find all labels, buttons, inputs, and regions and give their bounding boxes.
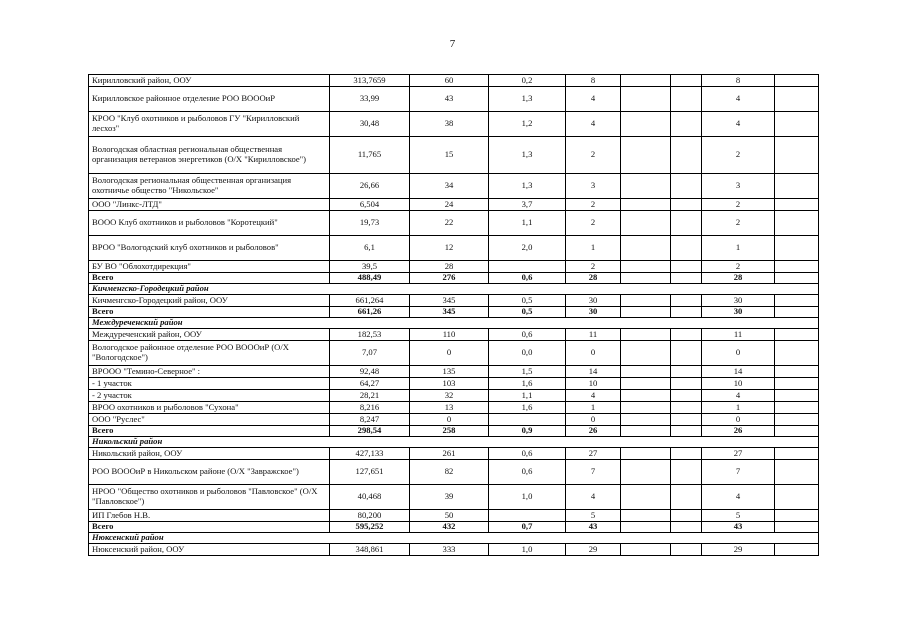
organization-name-cell: ВООО Клуб охотников и рыболовов "Коротецкий": [89, 211, 330, 236]
organization-name-cell: Вологодская региональная общественная организация охотничье общество "Никольское": [89, 174, 330, 199]
value-cell-c7: 2: [702, 199, 775, 211]
value-cell-c2: 345: [410, 295, 489, 307]
value-cell-c5: [621, 261, 671, 273]
organization-name-cell: Всего: [89, 522, 330, 533]
value-cell-c4: 1: [566, 236, 621, 261]
value-cell-c8: [775, 414, 819, 426]
value-cell-c2: 103: [410, 378, 489, 390]
section-header-row: [89, 318, 819, 329]
value-cell-c3: 0,2: [489, 75, 566, 87]
value-cell-c6: [671, 390, 702, 402]
value-cell-c1: 595,252: [330, 522, 410, 533]
value-cell-c5: [621, 414, 671, 426]
value-cell-c2: 24: [410, 199, 489, 211]
value-cell-c4: 43: [566, 522, 621, 533]
value-cell-c8: [775, 75, 819, 87]
value-cell-c7: 27: [702, 448, 775, 460]
value-cell-c3: 1,1: [489, 211, 566, 236]
section-title: Междуреченский район: [89, 318, 819, 329]
value-cell-c2: 38: [410, 112, 489, 137]
value-cell-c5: [621, 402, 671, 414]
value-cell-c3: [489, 510, 566, 522]
value-cell-c4: 14: [566, 366, 621, 378]
value-cell-c6: [671, 426, 702, 437]
value-cell-c6: [671, 414, 702, 426]
value-cell-c7: 1: [702, 236, 775, 261]
value-cell-c2: 276: [410, 273, 489, 284]
page-number: 7: [449, 38, 456, 50]
value-cell-c1: 313,7659: [330, 75, 410, 87]
value-cell-c2: 432: [410, 522, 489, 533]
value-cell-c6: [671, 236, 702, 261]
value-cell-c6: [671, 378, 702, 390]
value-cell-c3: 0,6: [489, 448, 566, 460]
value-cell-c2: 82: [410, 460, 489, 485]
value-cell-c2: 28: [410, 261, 489, 273]
hunting-quota-table: [88, 74, 819, 556]
value-cell-c1: 11,765: [330, 137, 410, 174]
value-cell-c8: [775, 402, 819, 414]
value-cell-c7: 29: [702, 544, 775, 556]
section-title: Кичменгско-Городецкий район: [89, 284, 819, 295]
value-cell-c6: [671, 341, 702, 366]
value-cell-c6: [671, 87, 702, 112]
value-cell-c4: 4: [566, 485, 621, 510]
value-cell-c3: 1,3: [489, 174, 566, 199]
value-cell-c4: 4: [566, 390, 621, 402]
value-cell-c6: [671, 307, 702, 318]
organization-name-cell: Междуреченский район, ООУ: [89, 329, 330, 341]
value-cell-c1: 39,5: [330, 261, 410, 273]
table-row: [89, 402, 819, 414]
table-row: [89, 329, 819, 341]
organization-name-cell: Нюксенский район, ООУ: [89, 544, 330, 556]
value-cell-c6: [671, 485, 702, 510]
organization-name-cell: ООО "Руслес": [89, 414, 330, 426]
value-cell-c7: 10: [702, 378, 775, 390]
value-cell-c1: 6,504: [330, 199, 410, 211]
value-cell-c8: [775, 448, 819, 460]
value-cell-c8: [775, 87, 819, 112]
value-cell-c8: [775, 199, 819, 211]
value-cell-c1: 64,27: [330, 378, 410, 390]
value-cell-c6: [671, 199, 702, 211]
table-row: [89, 510, 819, 522]
value-cell-c7: 3: [702, 174, 775, 199]
value-cell-c1: 127,651: [330, 460, 410, 485]
table-row: [89, 261, 819, 273]
value-cell-c1: 427,133: [330, 448, 410, 460]
value-cell-c7: 2: [702, 137, 775, 174]
value-cell-c5: [621, 544, 671, 556]
value-cell-c6: [671, 544, 702, 556]
value-cell-c5: [621, 448, 671, 460]
table-row: [89, 112, 819, 137]
value-cell-c4: 5: [566, 510, 621, 522]
value-cell-c1: 26,66: [330, 174, 410, 199]
value-cell-c5: [621, 75, 671, 87]
value-cell-c7: 0: [702, 341, 775, 366]
value-cell-c2: 13: [410, 402, 489, 414]
value-cell-c4: 27: [566, 448, 621, 460]
value-cell-c7: 14: [702, 366, 775, 378]
value-cell-c6: [671, 522, 702, 533]
value-cell-c4: 8: [566, 75, 621, 87]
value-cell-c7: 4: [702, 112, 775, 137]
value-cell-c8: [775, 378, 819, 390]
value-cell-c2: 261: [410, 448, 489, 460]
section-header-row: [89, 533, 819, 544]
table-row: [89, 75, 819, 87]
value-cell-c3: 0,5: [489, 307, 566, 318]
value-cell-c5: [621, 510, 671, 522]
value-cell-c2: 22: [410, 211, 489, 236]
value-cell-c8: [775, 137, 819, 174]
value-cell-c3: [489, 414, 566, 426]
organization-name-cell: - 2 участок: [89, 390, 330, 402]
value-cell-c5: [621, 460, 671, 485]
value-cell-c1: 488,49: [330, 273, 410, 284]
value-cell-c4: 11: [566, 329, 621, 341]
section-header-row: [89, 437, 819, 448]
value-cell-c3: 1,6: [489, 402, 566, 414]
value-cell-c3: 0,6: [489, 460, 566, 485]
value-cell-c4: 30: [566, 307, 621, 318]
value-cell-c5: [621, 174, 671, 199]
value-cell-c8: [775, 211, 819, 236]
value-cell-c5: [621, 137, 671, 174]
organization-name-cell: Кирилловский район, ООУ: [89, 75, 330, 87]
value-cell-c4: 30: [566, 295, 621, 307]
value-cell-c5: [621, 426, 671, 437]
value-cell-c5: [621, 307, 671, 318]
table-row: [89, 485, 819, 510]
value-cell-c3: 1,2: [489, 112, 566, 137]
value-cell-c7: 30: [702, 307, 775, 318]
value-cell-c7: 8: [702, 75, 775, 87]
organization-name-cell: ИП Глебов Н.В.: [89, 510, 330, 522]
value-cell-c1: 28,21: [330, 390, 410, 402]
value-cell-c8: [775, 307, 819, 318]
value-cell-c2: 110: [410, 329, 489, 341]
value-cell-c5: [621, 522, 671, 533]
value-cell-c8: [775, 522, 819, 533]
organization-name-cell: БУ ВО "Облохотдирекция": [89, 261, 330, 273]
table-row: [89, 460, 819, 485]
value-cell-c2: 12: [410, 236, 489, 261]
table-row: [89, 174, 819, 199]
value-cell-c1: 33,99: [330, 87, 410, 112]
value-cell-c2: 15: [410, 137, 489, 174]
value-cell-c8: [775, 366, 819, 378]
value-cell-c5: [621, 329, 671, 341]
value-cell-c5: [621, 366, 671, 378]
value-cell-c6: [671, 329, 702, 341]
value-cell-c8: [775, 236, 819, 261]
organization-name-cell: Вологодская областная региональная общественная организация ветеранов энергетиков (О/Х "Кирилловское"): [89, 137, 330, 174]
value-cell-c4: 28: [566, 273, 621, 284]
value-cell-c6: [671, 112, 702, 137]
value-cell-c7: 1: [702, 402, 775, 414]
section-header-row: [89, 284, 819, 295]
organization-name-cell: - 1 участок: [89, 378, 330, 390]
value-cell-c6: [671, 137, 702, 174]
table-row: [89, 137, 819, 174]
total-row: [89, 426, 819, 437]
value-cell-c1: 80,200: [330, 510, 410, 522]
value-cell-c2: 43: [410, 87, 489, 112]
value-cell-c7: 2: [702, 211, 775, 236]
value-cell-c2: 0: [410, 414, 489, 426]
value-cell-c5: [621, 485, 671, 510]
value-cell-c7: 0: [702, 414, 775, 426]
organization-name-cell: ВРОО охотников и рыболовов "Сухона": [89, 402, 330, 414]
value-cell-c6: [671, 402, 702, 414]
value-cell-c4: 4: [566, 112, 621, 137]
table-row: [89, 341, 819, 366]
value-cell-c5: [621, 341, 671, 366]
value-cell-c8: [775, 460, 819, 485]
value-cell-c3: 2,0: [489, 236, 566, 261]
table-row: [89, 211, 819, 236]
total-row: [89, 307, 819, 318]
organization-name-cell: Всего: [89, 307, 330, 318]
value-cell-c7: 30: [702, 295, 775, 307]
value-cell-c3: 0,9: [489, 426, 566, 437]
value-cell-c3: 0,5: [489, 295, 566, 307]
organization-name-cell: Кирилловское районное отделение РОО ВОООиР: [89, 87, 330, 112]
value-cell-c1: 30,48: [330, 112, 410, 137]
value-cell-c4: 29: [566, 544, 621, 556]
table-row: [89, 390, 819, 402]
value-cell-c5: [621, 87, 671, 112]
table-row: [89, 87, 819, 112]
organization-name-cell: НРОО "Общество охотников и рыболовов "Павловское" (О/Х "Павловское"): [89, 485, 330, 510]
value-cell-c1: 92,48: [330, 366, 410, 378]
value-cell-c8: [775, 390, 819, 402]
value-cell-c8: [775, 544, 819, 556]
value-cell-c4: 2: [566, 199, 621, 211]
value-cell-c1: 40,468: [330, 485, 410, 510]
value-cell-c3: 0,7: [489, 522, 566, 533]
value-cell-c8: [775, 295, 819, 307]
value-cell-c2: 50: [410, 510, 489, 522]
value-cell-c3: 1,0: [489, 485, 566, 510]
value-cell-c4: 2: [566, 261, 621, 273]
value-cell-c4: 2: [566, 137, 621, 174]
value-cell-c6: [671, 75, 702, 87]
value-cell-c1: 7,07: [330, 341, 410, 366]
value-cell-c2: 34: [410, 174, 489, 199]
section-title: Никольский район: [89, 437, 819, 448]
value-cell-c6: [671, 366, 702, 378]
value-cell-c1: 6,1: [330, 236, 410, 261]
value-cell-c8: [775, 261, 819, 273]
value-cell-c4: 2: [566, 211, 621, 236]
value-cell-c7: 43: [702, 522, 775, 533]
value-cell-c7: 5: [702, 510, 775, 522]
value-cell-c1: 298,54: [330, 426, 410, 437]
value-cell-c7: 26: [702, 426, 775, 437]
value-cell-c4: 0: [566, 341, 621, 366]
value-cell-c1: 182,53: [330, 329, 410, 341]
organization-name-cell: ВРОО "Вологодский клуб охотников и рыболовов": [89, 236, 330, 261]
value-cell-c3: 0,6: [489, 273, 566, 284]
value-cell-c3: 1,6: [489, 378, 566, 390]
section-title: Нюксенский район: [89, 533, 819, 544]
value-cell-c8: [775, 273, 819, 284]
organization-name-cell: ВРООО "Темино-Северное" :: [89, 366, 330, 378]
total-row: [89, 522, 819, 533]
value-cell-c4: 4: [566, 87, 621, 112]
table-row: [89, 199, 819, 211]
value-cell-c5: [621, 295, 671, 307]
value-cell-c6: [671, 261, 702, 273]
value-cell-c8: [775, 329, 819, 341]
value-cell-c6: [671, 174, 702, 199]
value-cell-c3: [489, 261, 566, 273]
table-row: [89, 366, 819, 378]
organization-name-cell: Кичменгско-Городецкий район, ООУ: [89, 295, 330, 307]
value-cell-c7: 4: [702, 390, 775, 402]
value-cell-c1: 661,264: [330, 295, 410, 307]
value-cell-c8: [775, 112, 819, 137]
organization-name-cell: Всего: [89, 273, 330, 284]
value-cell-c6: [671, 273, 702, 284]
value-cell-c1: 19,73: [330, 211, 410, 236]
table-row: [89, 544, 819, 556]
value-cell-c5: [621, 273, 671, 284]
value-cell-c3: 3,7: [489, 199, 566, 211]
value-cell-c8: [775, 510, 819, 522]
value-cell-c6: [671, 460, 702, 485]
value-cell-c8: [775, 174, 819, 199]
value-cell-c2: 345: [410, 307, 489, 318]
value-cell-c4: 7: [566, 460, 621, 485]
organization-name-cell: Никольский район, ООУ: [89, 448, 330, 460]
value-cell-c7: 2: [702, 261, 775, 273]
value-cell-c7: 4: [702, 87, 775, 112]
value-cell-c2: 0: [410, 341, 489, 366]
value-cell-c7: 11: [702, 329, 775, 341]
table-row: [89, 378, 819, 390]
table-row: [89, 414, 819, 426]
organization-name-cell: КРОО "Клуб охотников и рыболовов ГУ "Кирилловский лесхоз": [89, 112, 330, 137]
value-cell-c4: 1: [566, 402, 621, 414]
value-cell-c2: 135: [410, 366, 489, 378]
value-cell-c2: 258: [410, 426, 489, 437]
value-cell-c2: 32: [410, 390, 489, 402]
value-cell-c4: 10: [566, 378, 621, 390]
value-cell-c5: [621, 390, 671, 402]
value-cell-c5: [621, 199, 671, 211]
organization-name-cell: ООО "Линкс-ЛТД": [89, 199, 330, 211]
value-cell-c7: 4: [702, 485, 775, 510]
value-cell-c3: 1,3: [489, 87, 566, 112]
value-cell-c5: [621, 112, 671, 137]
value-cell-c6: [671, 448, 702, 460]
total-row: [89, 273, 819, 284]
value-cell-c5: [621, 378, 671, 390]
value-cell-c2: 39: [410, 485, 489, 510]
organization-name-cell: РОО ВОООиР в Никольском районе (О/Х "Завражское"): [89, 460, 330, 485]
value-cell-c6: [671, 295, 702, 307]
value-cell-c4: 3: [566, 174, 621, 199]
value-cell-c4: 26: [566, 426, 621, 437]
value-cell-c8: [775, 485, 819, 510]
value-cell-c3: 1,3: [489, 137, 566, 174]
table-row: [89, 295, 819, 307]
value-cell-c5: [621, 211, 671, 236]
value-cell-c3: 1,0: [489, 544, 566, 556]
value-cell-c1: 348,861: [330, 544, 410, 556]
value-cell-c3: 1,5: [489, 366, 566, 378]
value-cell-c1: 8,247: [330, 414, 410, 426]
organization-name-cell: Всего: [89, 426, 330, 437]
table-row: [89, 236, 819, 261]
value-cell-c3: 0,0: [489, 341, 566, 366]
value-cell-c3: 1,1: [489, 390, 566, 402]
table-row: [89, 448, 819, 460]
value-cell-c7: 7: [702, 460, 775, 485]
value-cell-c1: 8,216: [330, 402, 410, 414]
organization-name-cell: Вологодское районное отделение РОО ВОООиР (О/Х "Вологодское"): [89, 341, 330, 366]
value-cell-c2: 60: [410, 75, 489, 87]
value-cell-c3: 0,6: [489, 329, 566, 341]
value-cell-c6: [671, 510, 702, 522]
value-cell-c8: [775, 426, 819, 437]
value-cell-c7: 28: [702, 273, 775, 284]
value-cell-c6: [671, 211, 702, 236]
value-cell-c1: 661,26: [330, 307, 410, 318]
value-cell-c8: [775, 341, 819, 366]
value-cell-c4: 0: [566, 414, 621, 426]
value-cell-c2: 333: [410, 544, 489, 556]
value-cell-c5: [621, 236, 671, 261]
